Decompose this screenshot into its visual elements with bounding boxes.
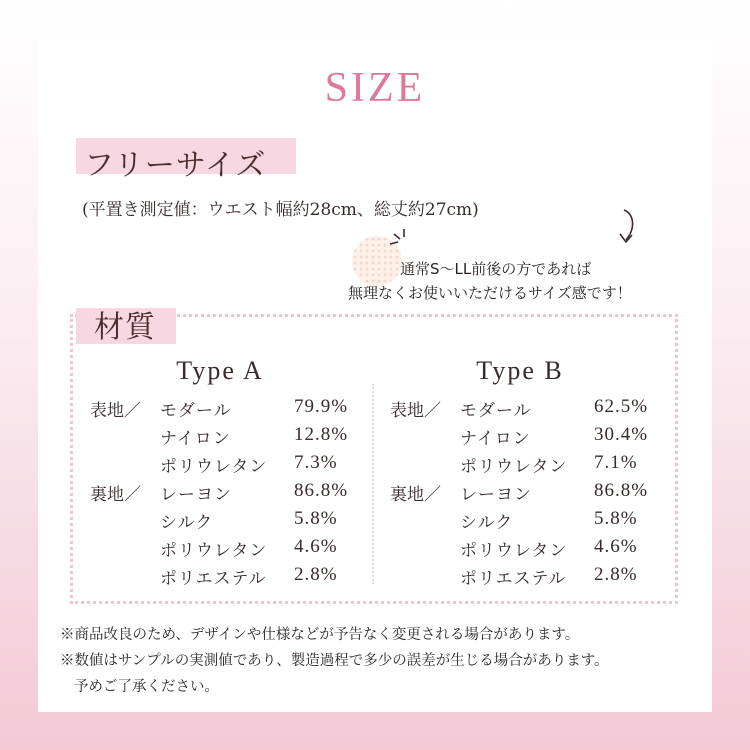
fiber-name: ナイロン: [460, 429, 531, 449]
layer-label: 裏地／: [390, 485, 441, 505]
fiber-percentage: 62.5%: [594, 396, 649, 417]
fiber-name: ポリウレタン: [460, 457, 568, 477]
fiber-name: シルク: [160, 513, 214, 533]
note-line-2: 無理なくお使いいただけるサイズ感です！: [348, 284, 632, 302]
type-b-rows: [390, 396, 690, 592]
fiber-name: シルク: [460, 513, 514, 533]
sparkle-icon: [386, 226, 414, 252]
material-row: [90, 536, 390, 564]
material-row: [90, 564, 390, 592]
layer-label: 表地／: [390, 401, 441, 421]
footnotes: [60, 622, 609, 700]
note-line-1: 通常S～LL前後の方であれば: [400, 260, 592, 278]
free-size-detail: (平置き測定値：ウエスト幅約28cm、総丈約27cm): [82, 200, 479, 220]
material-row: [90, 508, 390, 536]
fiber-percentage: 79.9%: [294, 396, 349, 417]
fiber-name: モダール: [460, 401, 532, 421]
material-row: [390, 452, 690, 480]
size-card: [38, 40, 712, 712]
free-size-label: フリーサイズ: [84, 148, 267, 183]
fiber-name: ポリエステル: [160, 569, 267, 589]
material-row: [390, 480, 690, 508]
material-row: [390, 508, 690, 536]
fiber-percentage: 5.8%: [594, 508, 638, 529]
fiber-name: レーヨン: [160, 485, 232, 505]
material-row: [390, 396, 690, 424]
fiber-name: ポリウレタン: [460, 541, 568, 561]
fiber-name: ナイロン: [160, 429, 231, 449]
size-note: [338, 220, 698, 310]
type-a-rows: [90, 396, 390, 592]
page-title: SIZE: [324, 65, 426, 111]
fiber-name: レーヨン: [460, 485, 532, 505]
fiber-percentage: 5.8%: [294, 508, 338, 529]
fiber-percentage: 4.6%: [594, 536, 638, 557]
fiber-name: ポリウレタン: [160, 541, 268, 561]
layer-label: 裏地／: [90, 485, 141, 505]
fiber-name: モダール: [160, 401, 232, 421]
material-row: [90, 424, 390, 452]
fiber-percentage: 86.8%: [594, 480, 649, 501]
fiber-percentage: 2.8%: [594, 564, 638, 585]
material-row: [90, 452, 390, 480]
footnote-1: ※商品改良のため、デザインや仕様などが予告なく変更される場合があります。: [60, 627, 580, 643]
material-row: [390, 424, 690, 452]
footnote-2: ※数値はサンプルの実測値であり、製造過程で多少の誤差が生じる場合があります。: [60, 653, 609, 669]
fiber-percentage: 7.1%: [594, 452, 638, 473]
material-row: [90, 396, 390, 424]
layer-label: 表地／: [90, 401, 141, 421]
fiber-percentage: 86.8%: [294, 480, 349, 501]
fiber-percentage: 12.8%: [294, 424, 349, 445]
fiber-name: ポリウレタン: [160, 457, 268, 477]
fiber-percentage: 4.6%: [294, 536, 338, 557]
fiber-percentage: 7.3%: [294, 452, 338, 473]
footnote-3: 予めご了承ください。: [74, 679, 219, 695]
material-label: 材質: [94, 310, 156, 345]
material-row: [390, 536, 690, 564]
fiber-percentage: 2.8%: [294, 564, 338, 585]
fiber-name: ポリエステル: [460, 569, 567, 589]
curved-arrow-icon: [610, 204, 650, 254]
material-row: [90, 480, 390, 508]
fiber-percentage: 30.4%: [594, 424, 649, 445]
type-a-title: Type A: [176, 356, 264, 385]
material-row: [390, 564, 690, 592]
type-b-title: Type B: [476, 356, 564, 385]
